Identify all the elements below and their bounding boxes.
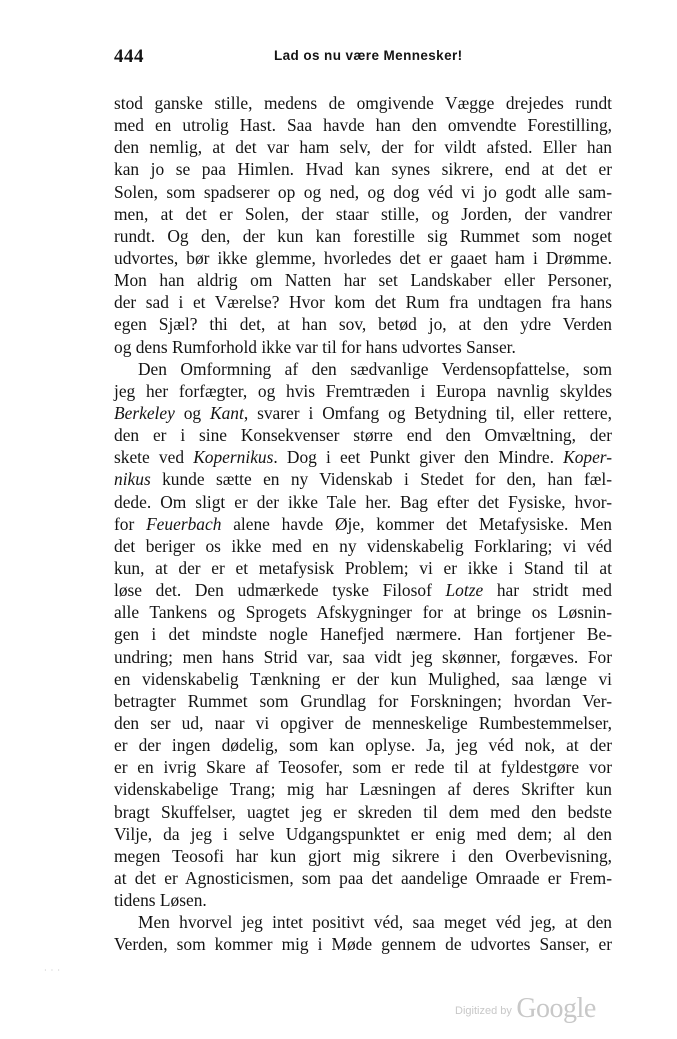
italic-name: Koper- <box>563 447 613 468</box>
page-number: 444 <box>114 46 144 67</box>
text-line: er der ingen dødelig, som kan oplyse. Ja, jeg véd nok, at der <box>114 735 612 756</box>
text-line: den ser ud, naar vi opgiver de menneskelige Rumbestemmelser, <box>114 712 612 733</box>
body-text <box>114 92 612 955</box>
text-line: kun, at der er et metafysisk Problem; vi er ikke i Stand til at <box>114 557 612 578</box>
italic-name: Kant <box>210 402 244 423</box>
text-line: der sad i et Værelse? Hvor kom det Rum fra undtagen fra hans <box>114 292 612 313</box>
digitized-watermark <box>455 993 596 1025</box>
running-title: Lad os nu være Mennesker! <box>274 48 463 63</box>
text-line: den er i sine Konsekvenser større end den Omvæltning, der <box>114 425 612 446</box>
scan-specks: · · · <box>44 966 61 975</box>
text-run: alene havde Øje, kommer det Metafysiske. Men <box>221 513 612 534</box>
italic-name: nikus <box>114 469 151 490</box>
text-line: men, at det er Solen, der staar stille, og Jorden, der vandrer <box>114 203 612 224</box>
text-line: Mon han aldrig om Natten har set Landskaber eller Personer, <box>114 270 612 291</box>
text-line: Men hvorvel jeg intet positivt véd, saa meget véd jeg, at den <box>138 912 612 933</box>
text-run: løse det. Den udmærkede tyske Filosof <box>114 580 446 601</box>
text-run: for <box>114 513 147 534</box>
text-line: videnskabelige Trang; mig har Læsningen af deres Skrifter kun <box>114 779 612 800</box>
italic-name: Kopernikus <box>193 447 274 468</box>
text-line: Vilje, da jeg i selve Udgangspunktet er enig med dem; al den <box>114 823 612 844</box>
text-run: . Dog i eet Punkt giver den Mindre. <box>273 447 564 468</box>
google-logo: Google <box>516 993 596 1024</box>
text-line: Den Omformning af den sædvanlige Verdensopfattelse, som <box>138 358 612 379</box>
italic-name: Lotze <box>445 580 484 601</box>
text-line: er en ivrig Skare af Teosofer, som er rede til at fyldestgøre vor <box>114 757 612 778</box>
text-line: betragter Rummet som Grundlag for Forskningen; hvordan Ver- <box>114 690 612 711</box>
text-line: undring; men hans Strid var, saa vidt jeg skønner, forgæves. For <box>114 646 612 667</box>
text-line: en videnskabelig Tænkning er der kun Mulighed, saa længe vi <box>114 668 612 689</box>
text-line: bragt Skuffelser, uagtet jeg er skreden til dem med den bedste <box>114 801 612 822</box>
text-run: kunde sætte en ny Videnskab i Stedet for den, han fæl- <box>150 469 612 490</box>
text-run: og <box>174 402 211 423</box>
text-line: det beriger os ikke med en ny videnskabelig Forklaring; vi véd <box>114 535 612 556</box>
text-line <box>114 468 612 490</box>
text-line: med en utrolig Hast. Saa havde han den omvendte Forestilling, <box>114 115 612 136</box>
text-line <box>114 513 612 535</box>
text-line: gen i det mindste nogle Hanefjed nærmere. Han fortjener Be- <box>114 624 612 645</box>
text-line: kan jo se paa Himlen. Hvad kan synes sikrere, end at det er <box>114 159 612 180</box>
text-line: og dens Rumforhold ikke var til for hans udvortes Sanser. <box>114 336 516 357</box>
italic-name: Feuerbach <box>146 513 222 534</box>
text-line: tidens Løsen. <box>114 890 207 911</box>
text-line: den nemlig, at det var ham selv, der for vildt afsted. Eller han <box>114 137 612 158</box>
text-run: har stridt med <box>483 580 612 601</box>
text-line: dede. Om sligt er der ikke Tale her. Bag efter det Fysiske, hvor- <box>114 491 612 512</box>
text-line: rundt. Og den, der kun kan forestille sig Rummet som noget <box>114 225 612 246</box>
text-line: at det er Agnosticismen, som paa det aandelige Omraade er Frem- <box>114 867 612 888</box>
text-line: stod ganske stille, medens de omgivende Vægge drejedes rundt <box>114 93 612 113</box>
italic-name: Berkeley <box>114 402 175 423</box>
text-run: skete ved <box>114 447 194 468</box>
text-line <box>114 402 612 424</box>
text-line <box>114 446 612 468</box>
text-line <box>114 579 612 601</box>
text-line: udvortes, bør ikke glemme, hvorledes det er gaaet ham i Drømme. <box>114 247 612 268</box>
text-line: megen Teosofi har kun gjort mig sikrere i den Overbevisning, <box>114 845 612 866</box>
watermark-prefix: Digitized by <box>455 1005 512 1017</box>
text-line: Solen, som spadserer op og ned, og dog véd vi jo godt alle sam- <box>114 181 612 202</box>
text-line: alle Tankens og Sprogets Afskygninger for at bringe os Løsnin- <box>114 602 612 623</box>
text-line: Verden, som kommer mig i Møde gennem de udvortes Sanser, er <box>114 934 612 955</box>
page-header <box>114 46 612 70</box>
text-line: jeg her forfægter, og hvis Fremtræden i Europa navnlig skyldes <box>114 380 612 401</box>
text-run: , svarer i Omfang og Betydning til, eller rettere, <box>243 402 612 423</box>
text-line: egen Sjæl? thi det, at han sov, betød jo, at den ydre Verden <box>114 314 612 335</box>
